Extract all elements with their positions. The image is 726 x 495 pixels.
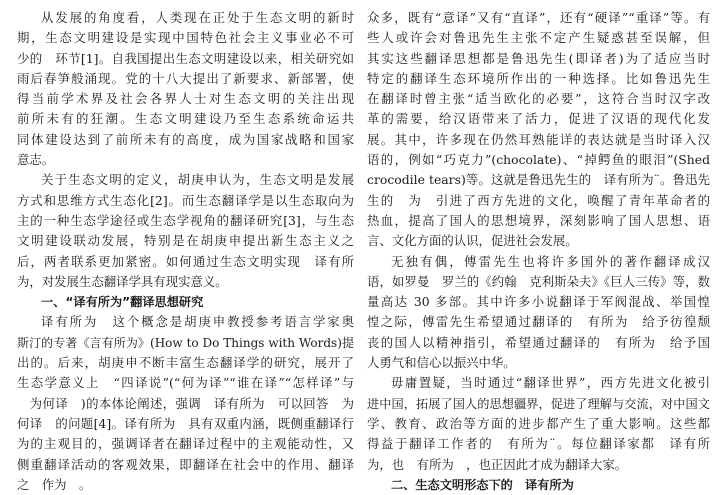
text-line: 学、教育、政治等方面的进步都产生了重大影响。这些都 xyxy=(367,415,710,431)
text-line: 展。其中，许多现在仍然耳熟能详的表达就是当时译入汉 xyxy=(367,131,710,147)
section-heading: 二、生态文明形态下的 译有所为 xyxy=(391,477,574,492)
text-line: 量高达 30 多部。其中许多小说翻译于军阀混战、举国惶 xyxy=(367,294,710,310)
text-line: 文明建设联动发展，特别是在胡庚申提出新生态主义之 xyxy=(17,233,354,249)
text-line: 主的一种生态学途径或生态学视角的翻译研究[3]，与生态 xyxy=(17,212,354,228)
text-line: crocodile tears)等。这就是鲁迅先生的 译有所为¨。鲁迅先 xyxy=(367,172,710,188)
text-line: 之 作为 。 xyxy=(17,476,92,492)
text-line: 出的。后来，胡庚申不断丰富生态翻译学的研究，展开了 xyxy=(17,355,354,371)
text-line: 关于生态文明的定义，胡庚申认为，生态文明是发展 xyxy=(41,172,354,188)
text-line: 译有所为 这个概念是胡庚申教授参考语言学家奥 xyxy=(41,314,354,330)
text-line: 在翻译时曾主张“适当欧化的必要”，这符合当时汉字改 xyxy=(367,91,710,107)
text-line: 生的 为 引进了西方先进的文化，唤醒了青年革命者的 xyxy=(367,192,710,208)
text-line: 无独有偶，傅雷先生也将许多国外的著作翻译成汉 xyxy=(391,253,710,269)
text-line: 为的主观目的，强调译者在翻译过程中的主观能动性，又 xyxy=(17,436,354,452)
text-line: 进中国，拓展了国人的思想疆界，促进了理解与交流，对中国文 xyxy=(367,396,710,411)
text-line: 为，对发展生态翻译学具有现实意义。 xyxy=(17,273,228,289)
text-line: 后，两者联系更加紧密。如何通过生态文明实现 译有所 xyxy=(17,253,354,269)
right-column xyxy=(367,8,710,495)
text-line: 何译 的问题[4]。译有所为 具有双重内涵，既侧重翻译行 xyxy=(17,415,354,431)
text-line: 雨后春笋般涌现。党的十八大提出了新要求、新部署，使 xyxy=(17,70,354,86)
text-line: 人勇气和信心以振兴中华。 xyxy=(367,355,516,371)
text-line: 从发展的角度看，人类现在正处于生态文明的新时 xyxy=(41,10,354,25)
text-line: 期，生态文明建设是实现中国特色社会主义事业必不可 xyxy=(17,30,354,46)
text-line: 惶之际，傅雷先生希望通过翻译的 有所为 给予彷徨颓 xyxy=(367,314,710,330)
section-heading: 一、“译有所为”翻译思想研究 xyxy=(41,295,204,310)
text-line: 斯汀的专著《言有所为》(How to Do Things with Words)提 xyxy=(17,335,354,350)
text-line: 意志。 xyxy=(17,152,55,168)
text-line: 同体建设达到了前所未有的高度，成为国家战略和国家 xyxy=(17,131,354,147)
left-column xyxy=(17,8,354,495)
text-line: 丧的国人以精神指引，希望通过翻译的 有所为 给予国 xyxy=(367,334,710,350)
text-line: 毋庸置疑，当时通过“翻译世界”，西方先进文化被引 xyxy=(391,375,710,391)
text-line: 前所未有的狂潮。生态文明建设乃至生态系统命运共 xyxy=(17,111,354,127)
text-line: 语，如罗曼 罗兰的《约翰 克利斯朵夫》《巨人三传》等，数 xyxy=(367,273,710,289)
text-line: 少的 环节[1]。自我国提出生态文明建设以来，相关研究如 xyxy=(17,50,354,66)
text-line: 革的需要，给汉语带来了活力，促进了汉语的现代化发 xyxy=(367,111,710,127)
text-line: 些人或许会对鲁迅先生主张不定产生疑惑甚至误解，但 xyxy=(367,30,710,46)
text-line: 为何译 )的本体论阐述，强调 译有所为 可以回答 为 xyxy=(17,395,354,411)
text-line: 特定的翻译生态环境所作出的一种选择。比如鲁迅先生 xyxy=(367,70,710,86)
text-line: 得益于翻译工作者的 有所为¨。每位翻译家都 译有所 xyxy=(367,436,710,452)
text-line: 言、文化方面的认识，促进社会发展。 xyxy=(367,233,578,249)
text-line: 为，也 有所为 ，也正因此才成为翻译大家。 xyxy=(367,456,628,472)
text-line: 方式和思维方式生态化[2]。而生态翻译学是以生态取向为 xyxy=(17,192,354,208)
text-line: 热血，提高了国人的思想境界，深刻影响了国人思想、语 xyxy=(367,212,710,228)
text-line: 得当前学术界及社会各界人士对生态文明的关注出现 xyxy=(17,91,354,107)
text-line: 语的，例如“巧克力”(chocolate)、“掉鳄鱼的眼泪”(Shed xyxy=(367,152,710,168)
text-line: 众多，既有“意译”又有“直译”，还有“硬译”“重译”等。有 xyxy=(367,10,710,25)
text-line: 其实这些翻译思想都是鲁迅先生(即译者)为了适应当时 xyxy=(367,50,710,66)
text-line: 侧重翻译活动的客观效果，即翻译在社会中的作用、翻译 xyxy=(17,456,354,472)
text-line: 生态学意义上 “四译说”(“何为译”“谁在译”“怎样译”与 xyxy=(17,375,354,391)
